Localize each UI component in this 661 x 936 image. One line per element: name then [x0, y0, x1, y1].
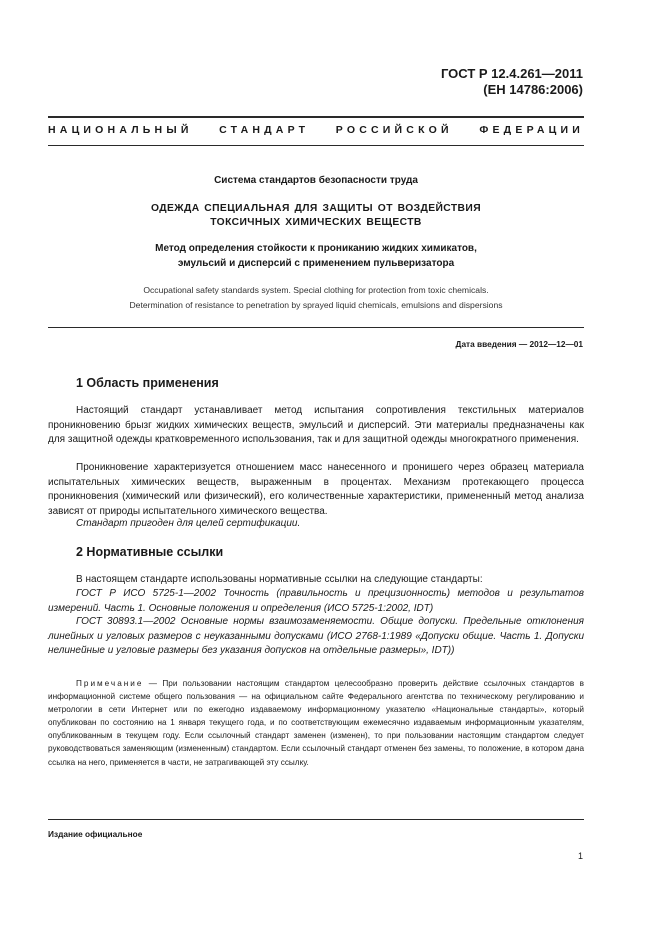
top-rule	[48, 116, 584, 118]
note-label: Примечание	[76, 679, 144, 688]
rule-above-date	[48, 327, 584, 328]
reference-gost-r-iso-5725: ГОСТ Р ИСО 5725-1—2002 Точность (правильность и прецизионность) методов и результатов измерений. Часть 1. Основные положения и определения (ИСО 5725-1:2002, IDT)	[48, 588, 584, 614]
footer-rule	[48, 819, 584, 820]
main-title-line1: ОДЕЖДА СПЕЦИАЛЬНАЯ ДЛЯ ЗАЩИТЫ ОТ ВОЗДЕЙСТВИЯ	[150, 203, 481, 214]
method-title	[48, 241, 584, 271]
note-block	[48, 677, 584, 769]
section-1-paragraph-3: Стандарт пригоден для целей сертификации.	[76, 518, 301, 529]
section-1-paragraph-2: Проникновение характеризуется отношением масс нанесенного и пронишего через образец материала испытательных химических веществ, выраженным в процентах. Механизм протекающего процесса проникновения (химический или физический), его количественные характеристики, примененный метод анализа зависят от природы испытательного химического вещества.	[48, 462, 584, 517]
main-title-line2: ТОКСИЧНЫХ ХИМИЧЕСКИХ ВЕЩЕСТВ	[210, 217, 422, 228]
standard-designation	[441, 66, 583, 98]
section-1-paragraph-1: Настоящий стандарт устанавливает метод испытания сопротивления текстильных материалов проникновению брызг жидких химических веществ, эмульсий и дисперсий. Эти материалы предназначены как для защитной одежды кратковременного использования, так и для защитной одежды многократного применения.	[48, 405, 584, 446]
method-title-line2: эмульсий и дисперсий с применением пульверизатора	[177, 258, 455, 269]
introduction-date: Дата введения — 2012—12—01	[455, 339, 583, 349]
rule-below-title	[48, 145, 584, 146]
section-2-heading: 2 Нормативные ссылки	[76, 545, 224, 559]
section-1-heading: 1 Область применения	[76, 376, 219, 390]
system-title: Система стандартов безопасности труда	[214, 175, 418, 186]
page-number: 1	[577, 851, 583, 861]
note-text: — При пользовании настоящим стандартом целесообразно проверить действие ссылочных стандартов в информационной системе общего пользования — на официальном сайте Федерального агентства по техническому регулированию и метрологии в сети Интернет или по ежегодно издаваемому информационному указателю «Национальные стандарты», который опубликован по состоянию на 1 января текущего года, и по соответствующим ежемесячно издаваемым информационным указателям, опубликованным в текущем году. Если ссылочный стандарт заменен (изменен), то при пользовании настоящим стандартом следует руководствоваться заменяющим (измененным) стандартом. Если ссылочный стандарт отменен без замены, то положение, в котором дана ссылка на него, применяется в части, не затрагивающей эту ссылку.	[48, 679, 584, 767]
en-standard-number: (ЕН 14786:2006)	[483, 82, 583, 97]
section-2-intro: В настоящем стандарте использованы нормативные ссылки на следующие стандарты:	[76, 574, 483, 585]
english-title-line1: Occupational safety standards system. Special clothing for protection from toxic chemicals.	[143, 285, 489, 295]
english-title	[48, 283, 584, 313]
reference-gost-30893: ГОСТ 30893.1—2002 Основные нормы взаимозаменяемости. Общие допуски. Предельные отклонения линейных и угловых размеров с неуказанными допусками (ИСО 2768-1:1989 «Допуски общие. Часть 1. Допуски нелинейные и угловые размеры без указания допусков на отдельные размеры», IDT))	[48, 616, 584, 657]
method-title-line1: Метод определения стойкости к прониканию жидких химикатов,	[155, 243, 477, 254]
main-title	[48, 202, 584, 230]
standard-number: ГОСТ Р 12.4.261—2011	[440, 66, 583, 81]
official-edition-label: Издание официальное	[48, 829, 143, 839]
english-title-line2: Determination of resistance to penetration by sprayed liquid chemicals, emulsions and dispersions	[129, 300, 503, 310]
national-standard-title: НАЦИОНАЛЬНЫЙ СТАНДАРТ РОССИЙСКОЙ ФЕДЕРАЦИИ	[48, 124, 584, 136]
